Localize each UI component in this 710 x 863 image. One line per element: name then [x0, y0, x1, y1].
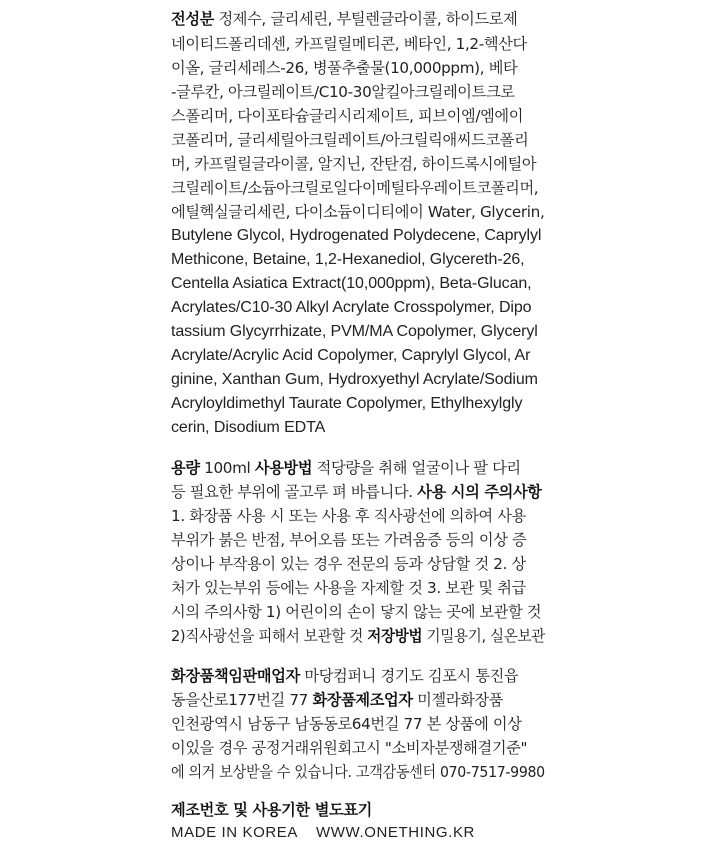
caution-label: 사용 시의 주의사항 [417, 483, 542, 501]
method-label: 사용방법 [254, 459, 313, 477]
ingredients-label: 전성분 [171, 10, 214, 28]
caution-line: 1. 화장품 사용 시 또는 사용 후 직사광선에 의하여 사용 [171, 507, 526, 525]
caution-line: 2)직사광선을 피해서 보관할 것 저장방법 기밀용기, 실온보관 [171, 627, 545, 645]
maker-value: 미젤라화장품 [412, 691, 504, 709]
ingredients-line: 이올, 글리세레스-26, 병풀추출물(10,000ppm), 베타 [171, 59, 518, 77]
ingredients-line: Acrylates/C10-30 Alkyl Acrylate Crosspolymer, Dipo [171, 299, 532, 316]
company-line: 인천광역시 남동구 남동동로64번길 77 본 상품에 이상 [171, 715, 522, 733]
ingredients-line: Acrylate/Acrylic Acid Copolymer, Caprylyl Glycol, Ar [171, 347, 531, 364]
storage-label: 저장방법 [367, 627, 423, 645]
ingredients-line: Centella Asiatica Extract(10,000ppm), Beta-Glucan, [171, 275, 532, 292]
ingredients-line: 크릴레이트/소듐아크릴로일다이메틸타우레이트코폴리머, [171, 179, 539, 197]
company-line: 화장품책임판매업자 마당컴퍼니 경기도 김포시 통진읍 [171, 667, 519, 685]
ingredients-line: tassium Glycyrrhizate, PVM/MA Copolymer, Glyceryl [171, 323, 538, 340]
company-line: 에 의거 보상받을 수 있습니다. 고객감동센터 070-7517-9980 [171, 763, 545, 781]
ingredients-line: Methicone, Betaine, 1,2-Hexanediol, Glycereth-26, [171, 251, 525, 268]
ingredients-line: -글루칸, 아크릴레이트/C10-30알킬아크릴레이트크로 [171, 83, 515, 101]
ingredients-line: 머, 카프릴릴글라이콜, 알지닌, 잔탄검, 하이드록시에틸아 [171, 155, 537, 173]
ingredients-line: 코폴리머, 글리세릴아크릴레이트/아크릴릭애씨드코폴리 [171, 131, 529, 149]
company-line: 동을산로177번길 77 화장품제조업자 미젤라화장품 [171, 691, 504, 709]
footer-line [171, 823, 475, 843]
ingredients-line: Butylene Glycol, Hydrogenated Polydecene, Caprylyl [171, 227, 542, 244]
usage-line: 용량 100ml 사용방법 적당량을 취해 얼굴이나 팔 다리 [171, 459, 521, 477]
volume-label: 용량 [171, 459, 200, 477]
ingredients-line: 에틸헥실글리세린, 다이소듐이디티에이 Water, Glycerin, [171, 203, 545, 221]
caution-line: 부위가 붉은 반점, 부어오름 또는 가려움증 등의 이상 증 [171, 531, 527, 549]
seller-label: 화장품책임판매업자 [171, 667, 300, 685]
company-line: 이있을 경우 공정거래위원회고시 "소비자분쟁해결기준" [171, 739, 528, 757]
caution-line: 상이나 부작용이 있는 경우 전문의 등과 상담할 것 2. 상 [171, 555, 526, 573]
usage-line: 등 필요한 부위에 골고루 펴 바릅니다. 사용 시의 주의사항 [171, 483, 542, 501]
website-text: WWW.ONETHING.KR [316, 824, 475, 841]
maker-label: 화장품제조업자 [312, 691, 413, 709]
made-in-text: MADE IN KOREA [171, 824, 298, 841]
volume-value: 100ml [199, 459, 255, 477]
ingredients-line: 네이티드폴리데센, 카프릴릴메티콘, 베타인, 1,2-헥산다 [171, 35, 527, 53]
ingredients-line: Acryloyldimethyl Taurate Copolymer, Ethylhexylgly [171, 395, 523, 412]
ingredients-line: 전성분 정제수, 글리세린, 부틸렌글라이콜, 하이드로제 [171, 10, 518, 28]
ingredients-line: cerin, Disodium EDTA [171, 419, 326, 436]
caution-line: 처가 있는부위 등에는 사용을 자제할 것 3. 보관 및 취급 [171, 579, 526, 597]
caution-line: 시의 주의사항 1) 어린이의 손이 닿지 않는 곳에 보관할 것 [171, 603, 542, 621]
ingredients-line: ginine, Xanthan Gum, Hydroxyethyl Acrylate/Sodium [171, 371, 538, 388]
ingredients-line: 스폴리머, 다이포타슘글리시리제이트, 피브이엠/엠에이 [171, 107, 524, 125]
expiry-notice: 제조번호 및 사용기한 별도표기 [171, 801, 372, 819]
storage-value: 기밀용기, 실온보관 [422, 627, 545, 645]
